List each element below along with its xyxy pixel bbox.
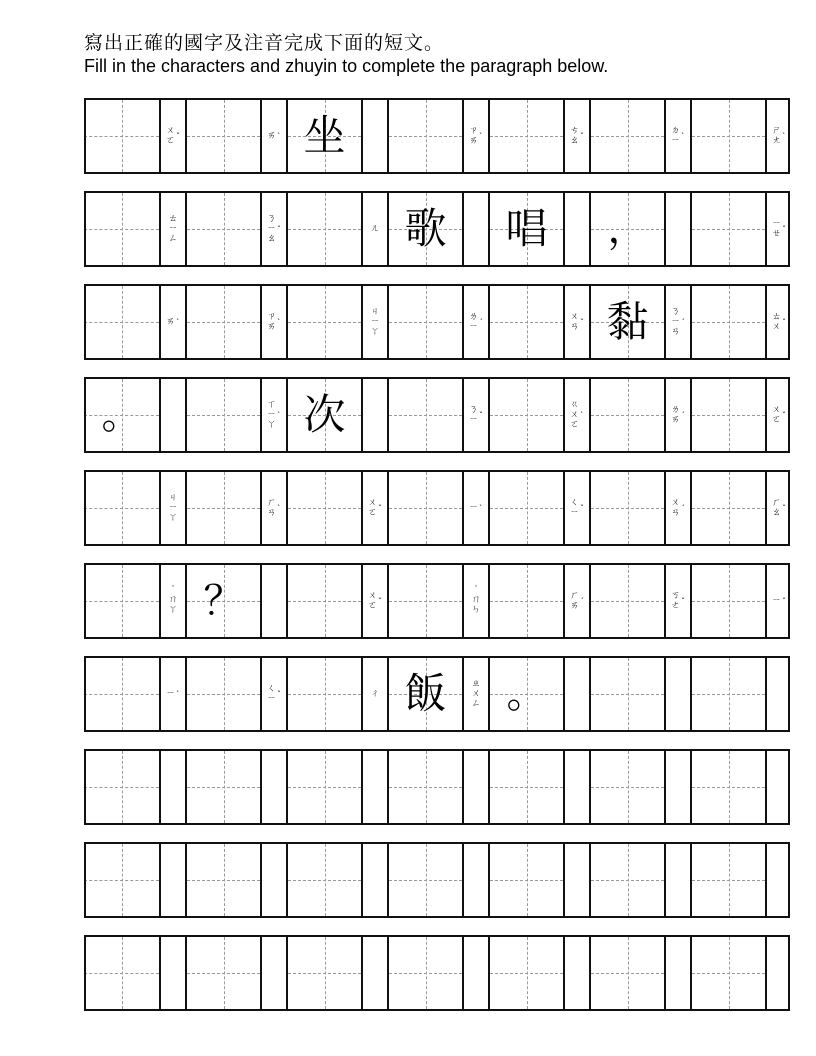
given-character: 飯 [404, 669, 447, 718]
zhuyin-symbol: ㄐ [168, 493, 178, 503]
zhuyin-symbol: ㄨ [569, 312, 579, 322]
zhuyin-symbol: ㄢ [670, 508, 680, 518]
zhuyin-symbol: ㄛ [771, 415, 781, 425]
zhuyin-symbol: ㄧ [266, 410, 276, 420]
grid-row [84, 377, 790, 453]
zhuyin-symbol: ㄢ [266, 508, 276, 518]
row-border [84, 749, 790, 825]
zhuyin-tone-mark: ˇ [378, 503, 382, 513]
zhuyin-tone-mark: ˇ [580, 131, 584, 141]
punctuation-mark: ， [607, 206, 648, 252]
zhuyin-symbol: ㄚ [168, 605, 178, 615]
zhuyin-symbol: ㄦ [370, 224, 380, 234]
given-character: 次 [303, 390, 346, 439]
zhuyin-symbol: ㄢ [569, 322, 579, 332]
zhuyin-tone-mark: ˇ [378, 596, 382, 606]
zhuyin-tone-mark: ˇ [782, 224, 786, 234]
zhuyin-symbol: ㄊ [168, 214, 178, 224]
zhuyin-tone-mark: ˇ [176, 131, 180, 141]
zhuyin-tone-mark: ˊ [681, 317, 685, 327]
zhuyin-symbol: ㄕ [771, 126, 781, 136]
zhuyin-symbol: ㄚ [370, 327, 380, 337]
zhuyin-symbol: ㄞ [266, 131, 276, 141]
zhuyin-tone-mark: ˇ [479, 410, 483, 420]
grid-row [84, 935, 790, 1011]
zhuyin-symbol: ㄏ [771, 498, 781, 508]
zhuyin-tone-mark: ˇ [681, 596, 685, 606]
zhuyin-symbol: ㄌ [468, 312, 478, 322]
zhuyin-symbol: ㄞ [468, 136, 478, 146]
zhuyin-tone-mark: ˇ [782, 596, 786, 606]
zhuyin-symbol: ㄞ [670, 415, 680, 425]
instruction-chinese: 寫出正確的國字及注音完成下面的短文。 [84, 32, 445, 54]
zhuyin-symbol: ㄨ [165, 126, 175, 136]
given-character: 歌 [404, 204, 447, 253]
zhuyin-symbol: ㄧ [468, 503, 478, 513]
zhuyin-symbol: ㄧ [168, 503, 178, 513]
zhuyin-symbol: ㄨ [771, 405, 781, 415]
grid-row [84, 470, 790, 546]
zhuyin-tone-mark: ˋ [277, 317, 281, 327]
zhuyin-symbol: ㄧ [165, 689, 175, 699]
zhuyin-light-tone: ˙ [473, 585, 479, 596]
row-border [84, 98, 790, 174]
zhuyin-symbol: ㄛ [367, 601, 377, 611]
zhuyin-symbol: ㄌ [670, 405, 680, 415]
zhuyin-symbol: ㄨ [471, 689, 481, 699]
zhuyin-symbol: ㄏ [569, 591, 579, 601]
zhuyin-tone-mark: ˋ [580, 410, 584, 420]
zhuyin-symbol: ㄧ [569, 508, 579, 518]
zhuyin-symbol: ㄚ [266, 420, 276, 430]
zhuyin-tone-mark: ˋ [277, 503, 281, 513]
grid-row [84, 563, 790, 639]
zhuyin-symbol: ㄒ [266, 400, 276, 410]
zhuyin-symbol: ㄏ [266, 498, 276, 508]
punctuation-mark: ？ [203, 578, 244, 624]
zhuyin-tone-mark: ˋ [277, 131, 281, 141]
zhuyin-symbol: ㄨ [569, 410, 579, 420]
grid-row [84, 191, 790, 267]
zhuyin-symbol: ㄚ [168, 513, 178, 523]
zhuyin-symbol: ㄥ [471, 699, 481, 709]
zhuyin-symbol: ㄧ [168, 224, 178, 234]
zhuyin-symbol: ㄉ [670, 126, 680, 136]
row-border [84, 284, 790, 360]
given-character: 黏 [606, 297, 649, 346]
zhuyin-symbol: ㄧ [266, 694, 276, 704]
zhuyin-symbol: ㄠ [266, 234, 276, 244]
zhuyin-symbol: ㄧ [771, 596, 781, 606]
zhuyin-symbol: ㄧ [670, 136, 680, 146]
zhuyin-symbol: ㄐ [370, 307, 380, 317]
row-border [84, 377, 790, 453]
zhuyin-symbol: ㄗ [266, 312, 276, 322]
row-border [84, 191, 790, 267]
zhuyin-tone-mark: ˋ [176, 689, 180, 699]
punctuation-mark: 。 [101, 392, 142, 438]
zhuyin-tone-mark: ˇ [277, 224, 281, 234]
zhuyin-light-tone: ˙ [170, 585, 176, 596]
zhuyin-tone-mark: ˊ [681, 503, 685, 513]
zhuyin-symbol: ㄢ [670, 327, 680, 337]
zhuyin-symbol: ㄞ [165, 317, 175, 327]
zhuyin-tone-mark: ˋ [681, 131, 685, 141]
grid-row [84, 749, 790, 825]
zhuyin-tone-mark: ˋ [782, 131, 786, 141]
zhuyin-tone-mark: ˋ [277, 410, 281, 420]
zhuyin-symbol: ㄍ [569, 400, 579, 410]
zhuyin-symbol: ㄇ [471, 595, 481, 605]
punctuation-mark: 。 [506, 671, 547, 717]
zhuyin-tone-mark: ˇ [782, 503, 786, 513]
zhuyin-symbol: ㄋ [468, 405, 478, 415]
zhuyin-symbol: ㄨ [670, 498, 680, 508]
zhuyin-symbol: ㄠ [771, 508, 781, 518]
zhuyin-tone-mark: ˊ [479, 317, 483, 327]
zhuyin-tone-mark: ˊ [681, 410, 685, 420]
zhuyin-symbol: ㄗ [468, 126, 478, 136]
grid-row [84, 284, 790, 360]
zhuyin-tone-mark: ˇ [782, 410, 786, 420]
zhuyin-tone-mark: ˇ [277, 689, 281, 699]
zhuyin-symbol: ㄧ [771, 219, 781, 229]
zhuyin-tone-mark: ˇ [580, 317, 584, 327]
zhuyin-tone-mark: ˇ [580, 503, 584, 513]
zhuyin-symbol: ㄣ [471, 605, 481, 615]
zhuyin-symbol: ㄧ [266, 224, 276, 234]
zhuyin-symbol: ㄛ [367, 508, 377, 518]
zhuyin-symbol: ㄋ [670, 307, 680, 317]
row-border [84, 935, 790, 1011]
zhuyin-symbol: ㄞ [266, 322, 276, 332]
row-border [84, 842, 790, 918]
zhuyin-symbol: ㄋ [266, 214, 276, 224]
instruction-english: Fill in the characters and zhuyin to complete the paragraph below. [84, 56, 609, 76]
zhuyin-symbol: ㄥ [168, 234, 178, 244]
grid-row [84, 98, 790, 174]
zhuyin-symbol: ㄨ [771, 322, 781, 332]
zhuyin-symbol: ㄝ [771, 229, 781, 239]
zhuyin-symbol: ㄤ [771, 136, 781, 146]
zhuyin-tone-mark: ˇ [782, 317, 786, 327]
zhuyin-symbol: ㄠ [569, 136, 579, 146]
zhuyin-symbol: ㄑ [266, 684, 276, 694]
zhuyin-symbol: ㄨ [367, 498, 377, 508]
zhuyin-symbol: ㄧ [468, 415, 478, 425]
zhuyin-symbol: ㄊ [771, 312, 781, 322]
zhuyin-symbol: ㄧ [468, 322, 478, 332]
zhuyin-symbol: ㄜ [670, 601, 680, 611]
grid-row [84, 656, 790, 732]
zhuyin-tone-mark: ˋ [479, 131, 483, 141]
given-character: 坐 [303, 111, 346, 160]
row-border [84, 563, 790, 639]
zhuyin-symbol: ㄞ [569, 601, 579, 611]
zhuyin-symbol: ㄎ [670, 591, 680, 601]
grid-row [84, 842, 790, 918]
zhuyin-tone-mark: ˊ [580, 596, 584, 606]
zhuyin-symbol: ㄛ [165, 136, 175, 146]
zhuyin-symbol: ㄨ [367, 591, 377, 601]
zhuyin-tone-mark: ˋ [479, 503, 483, 513]
zhuyin-symbol: ㄛ [569, 420, 579, 430]
zhuyin-symbol: ㄔ [370, 689, 380, 699]
zhuyin-symbol: ㄑ [569, 498, 579, 508]
zhuyin-symbol: ㄘ [569, 126, 579, 136]
row-border [84, 656, 790, 732]
zhuyin-symbol: ㄧ [670, 317, 680, 327]
zhuyin-tone-mark: ˋ [176, 317, 180, 327]
zhuyin-symbol: ㄧ [370, 317, 380, 327]
zhuyin-symbol: ㄓ [471, 679, 481, 689]
row-border [84, 470, 790, 546]
given-character: 唱 [505, 204, 548, 253]
zhuyin-symbol: ㄇ [168, 595, 178, 605]
